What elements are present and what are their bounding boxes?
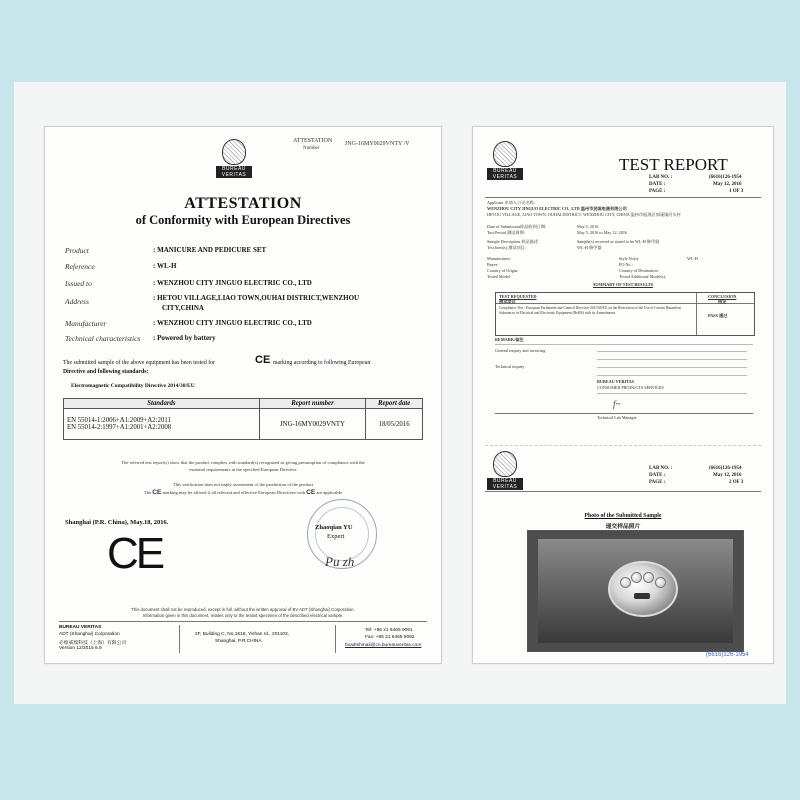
footer-separator-2 (335, 625, 336, 653)
field-label-technical: Technical characteristics (65, 334, 141, 343)
footer-address-2: Shanghai, P.R.CHINA (215, 639, 262, 644)
page-label-2: PAGE : (649, 480, 666, 485)
general-inquiry: General inquiry and invoicing (495, 348, 546, 353)
signature-rule (495, 413, 753, 414)
footer-line-2: Information given in this document, relates only to the tested specimen of the described electrical sample. (142, 613, 344, 618)
lab-no-value: (6616)126-1954 (709, 175, 742, 180)
standards-cell (64, 409, 260, 440)
footer-address-1: 2F, Building C, No.1618, Yishan rd., 201103, (195, 632, 290, 637)
report-logo-bottom (487, 451, 523, 490)
report-title: TEST REPORT (619, 155, 728, 174)
page-value: 1 OF 3 (729, 189, 744, 194)
standards-table (63, 398, 423, 440)
footer-divider (59, 621, 427, 622)
applicant-value: WENZHOU CITY JINGUO ELECTRIC CO., LTD 温州市劲国电器有限公司 (487, 206, 627, 211)
lab-no-label-2: LAB NO. : (649, 466, 673, 471)
footer-company: BUREAU VERITAS (59, 625, 102, 630)
statement-part-c: Directive and following standards: (63, 369, 149, 375)
manicure-device-image (608, 561, 678, 617)
note-post: are applicable (316, 490, 343, 495)
date-label-2: DATE : (649, 473, 666, 478)
manager-label: Technical Lab Manager (597, 415, 637, 420)
standard-1: EN 55014-1:2006+A1:2009+A2:2011 (67, 417, 171, 424)
field-label-issued-to: Issued to (65, 279, 92, 288)
footer-line-1: This document shall not be reproduced, except in full, without the written approval of BV ADT (Shanghai) Corporation. (131, 607, 355, 612)
footer-company-2: ADT (Shanghai) Corporation (59, 632, 120, 637)
logo-text: BUREAU VERITAS (216, 166, 252, 178)
field-value-reference: : WL-H (153, 262, 177, 270)
submission-label: Date of Submission样品收到日期: (487, 224, 547, 229)
field-value-manufacturer: : WENZHOU CITY JINGUO ELECTRIC CO., LTD (153, 319, 312, 327)
test-period-label: Test Period 测试周期: (487, 230, 525, 235)
photo-title-cn: 递交样品照片 (605, 524, 641, 530)
col-standards: Standards (64, 399, 260, 409)
photo-background (538, 539, 733, 643)
destination-label: Country of Destination: (619, 268, 659, 273)
signer-name: Zhaoqian YU (315, 524, 353, 531)
sample-desc-label: Sample Description 样品描述: (487, 239, 540, 244)
report-date-cell: 18/05/2016 (366, 409, 423, 440)
switch-icon (634, 593, 650, 599)
report-divider-2 (485, 491, 761, 492)
footer-separator-1 (179, 625, 180, 653)
buyer-label: Buyer: (487, 262, 499, 267)
report-logo-text-2: BUREAU VERITAS (487, 478, 523, 490)
date-label: DATE : (649, 182, 666, 187)
applicant-address: HETOU VILLAGE, LIAO TOWN, OUHAI DISTRICT, WENZHOU CITY, CHINA 温州市瓯海区郭溪镇河头村 (487, 212, 681, 217)
item-label: Test Item(s) 测试项目: (487, 245, 527, 250)
header-sublabel: Number (303, 146, 320, 151)
ce-mark-large: CE (107, 529, 163, 578)
test-period-value: May 5, 2016 to May 12, 2016 (577, 230, 628, 235)
tested-model-label: Tested Model: (487, 274, 512, 279)
photo-caption: (6616)126-1954 (706, 652, 749, 658)
attachment-icon (655, 577, 666, 588)
statement-part-a: The submitted sample of the above equipment has been tested for (63, 360, 215, 366)
col-conclusion: CONCLUSION (708, 294, 737, 299)
col-test-requested-cn: 测试项目 (499, 299, 516, 304)
sample-photo (527, 530, 744, 652)
date-value: May 12, 2016 (713, 182, 742, 187)
field-value-address: : HETOU VILLAGE,LIAO TOWN,OUHAI DISTRICT,WENZHOU (153, 294, 360, 302)
contact-rule-1 (597, 351, 747, 352)
page-title: ATTESTATION (184, 195, 302, 212)
sample-desc-value: Sample(s) received as stated to be WL-H 修甲器 (577, 239, 660, 244)
results-header-line (496, 303, 754, 304)
note-pre: The (143, 490, 152, 495)
report-divider-top (485, 197, 761, 198)
result-value: PASS 通过 (708, 313, 728, 318)
compliance-text: Compliance Test - European Parliament and Council Directive 2011/65/EU on the Restriction of the Use of Certain Hazardous Substances in Electrical and Electronic Equipment (RoHS) with its Amendments (499, 306, 682, 315)
field-label-reference: Reference (65, 262, 95, 271)
applicant-label: Applicant 申请人公司名称: (487, 200, 536, 205)
remark-label: REMARK/备注 (495, 337, 524, 342)
style-no-value: WL-H (687, 256, 698, 261)
table-header-row (64, 399, 423, 409)
attachment-icon (620, 577, 631, 588)
col-conclusion-cn: 结论 (718, 299, 727, 304)
footer-version: Version 12/2015 6.9 (59, 646, 102, 651)
seal-icon (493, 141, 517, 167)
page-break (485, 445, 761, 446)
note-line-2b (45, 489, 441, 496)
col-test-requested: TEST REQUESTED (499, 294, 537, 299)
attachment-icon (643, 572, 654, 583)
report-logo-top (487, 141, 523, 180)
field-value-technical: : Powered by battery (153, 334, 216, 342)
style-no-label: Style No(s): (619, 256, 640, 261)
header-label: ATTESTATION (293, 138, 333, 144)
report-logo-text: BUREAU VERITAS (487, 168, 523, 180)
contact-rule-5 (597, 393, 747, 394)
results-table (495, 292, 755, 336)
page-value-2: 2 OF 3 (729, 480, 744, 485)
note-line-1b: essential requirements in the specified European Directive (189, 467, 297, 472)
bureau-veritas-logo (216, 139, 252, 178)
col-report-date: Report date (366, 399, 423, 409)
col-report-number: Report number (259, 399, 365, 409)
table-row (64, 409, 423, 440)
attestation-document (44, 126, 442, 664)
footer-company-3: 必维威瑞科技（上海）有限公司 (59, 641, 127, 646)
contact-rule-3 (597, 367, 747, 368)
note-line-1a: The referred test report(s) show that the product complies with standard(s) recognized as giving presumption of compliance with the (121, 460, 365, 465)
date-value-2: May 12, 2016 (713, 473, 742, 478)
photo-title: Photo of the Submitted Sample (584, 513, 662, 519)
footer-email: bvadtshmail@cn.bureauveritas.com (345, 643, 422, 648)
ce-mark-inline-2: CE (306, 489, 316, 496)
footer-tel: Tel: +86 21 6465 9091 (365, 628, 413, 633)
additional-model-label: Tested Additional Model(s): (619, 274, 667, 279)
report-signature: f~ (613, 399, 622, 409)
ce-mark-inline-1: CE (152, 489, 162, 496)
lab-no-label: LAB NO. : (649, 175, 673, 180)
signer-title: Expert (327, 533, 345, 540)
page-label: PAGE : (649, 189, 666, 194)
header-number: JNG-16MY0029VNTY /V (345, 141, 410, 147)
remark-rule (495, 344, 753, 345)
manufacturer-label: Manufacturer: (487, 256, 511, 261)
field-value-address-line2: CITY,CHINA (162, 304, 204, 312)
bv-line-2: CONSUMER PRODUCTS SERVICES (597, 385, 664, 390)
field-label-address: Address (65, 297, 89, 306)
report-number-cell: JNG-16MY0029VNTY (259, 409, 365, 440)
lab-no-value-2: (6616)126-1954 (709, 466, 742, 471)
footer-fax: Fax: +86 21 6465 9092 (365, 635, 415, 640)
statement-part-b: marking according to following European (273, 360, 371, 366)
po-no-label: PO No.: (619, 262, 633, 267)
contact-rule-2 (597, 359, 747, 360)
seal-icon (493, 451, 517, 477)
bv-line: BUREAU VERITAS (597, 379, 634, 384)
directive-text: Electromagnetic Compatibility Directive 2014/30/EU (71, 383, 195, 389)
technical-inquiry: Technical inquiry (495, 364, 525, 369)
field-value-product: : MANICURE AND PEDICURE SET (153, 246, 267, 254)
field-label-manufacturer: Manufacturer (65, 319, 107, 328)
signature: Pu zh (325, 554, 355, 569)
standard-2: EN 55014-2:1997+A1:2001+A2:2008 (67, 424, 172, 431)
ce-mark-small: CE (255, 354, 271, 366)
field-value-issued-to: : WENZHOU CITY JINGUO ELECTRIC CO., LTD (153, 279, 312, 287)
origin-label: Country of Origin: (487, 268, 519, 273)
field-label-product: Product (65, 246, 89, 255)
submission-value: May 5, 2016 (577, 224, 599, 229)
item-value: WL-H 修甲器 (577, 245, 602, 250)
note-mid: marking may be affixed if all relevant and effective European Directives with (162, 490, 306, 495)
summary-header: SUMMARY OF TEST RESULTS (592, 282, 654, 287)
page-subtitle: of Conformity with European Directives (135, 213, 351, 227)
contact-rule-4 (597, 375, 747, 376)
place-date: Shanghai (P.R. China), May.18, 2016. (65, 519, 169, 526)
note-line-2a: This verification does not imply assessment of the production of the product (172, 482, 314, 487)
seal-icon (222, 139, 246, 165)
attachment-icon (631, 572, 642, 583)
results-col-line (696, 293, 697, 335)
